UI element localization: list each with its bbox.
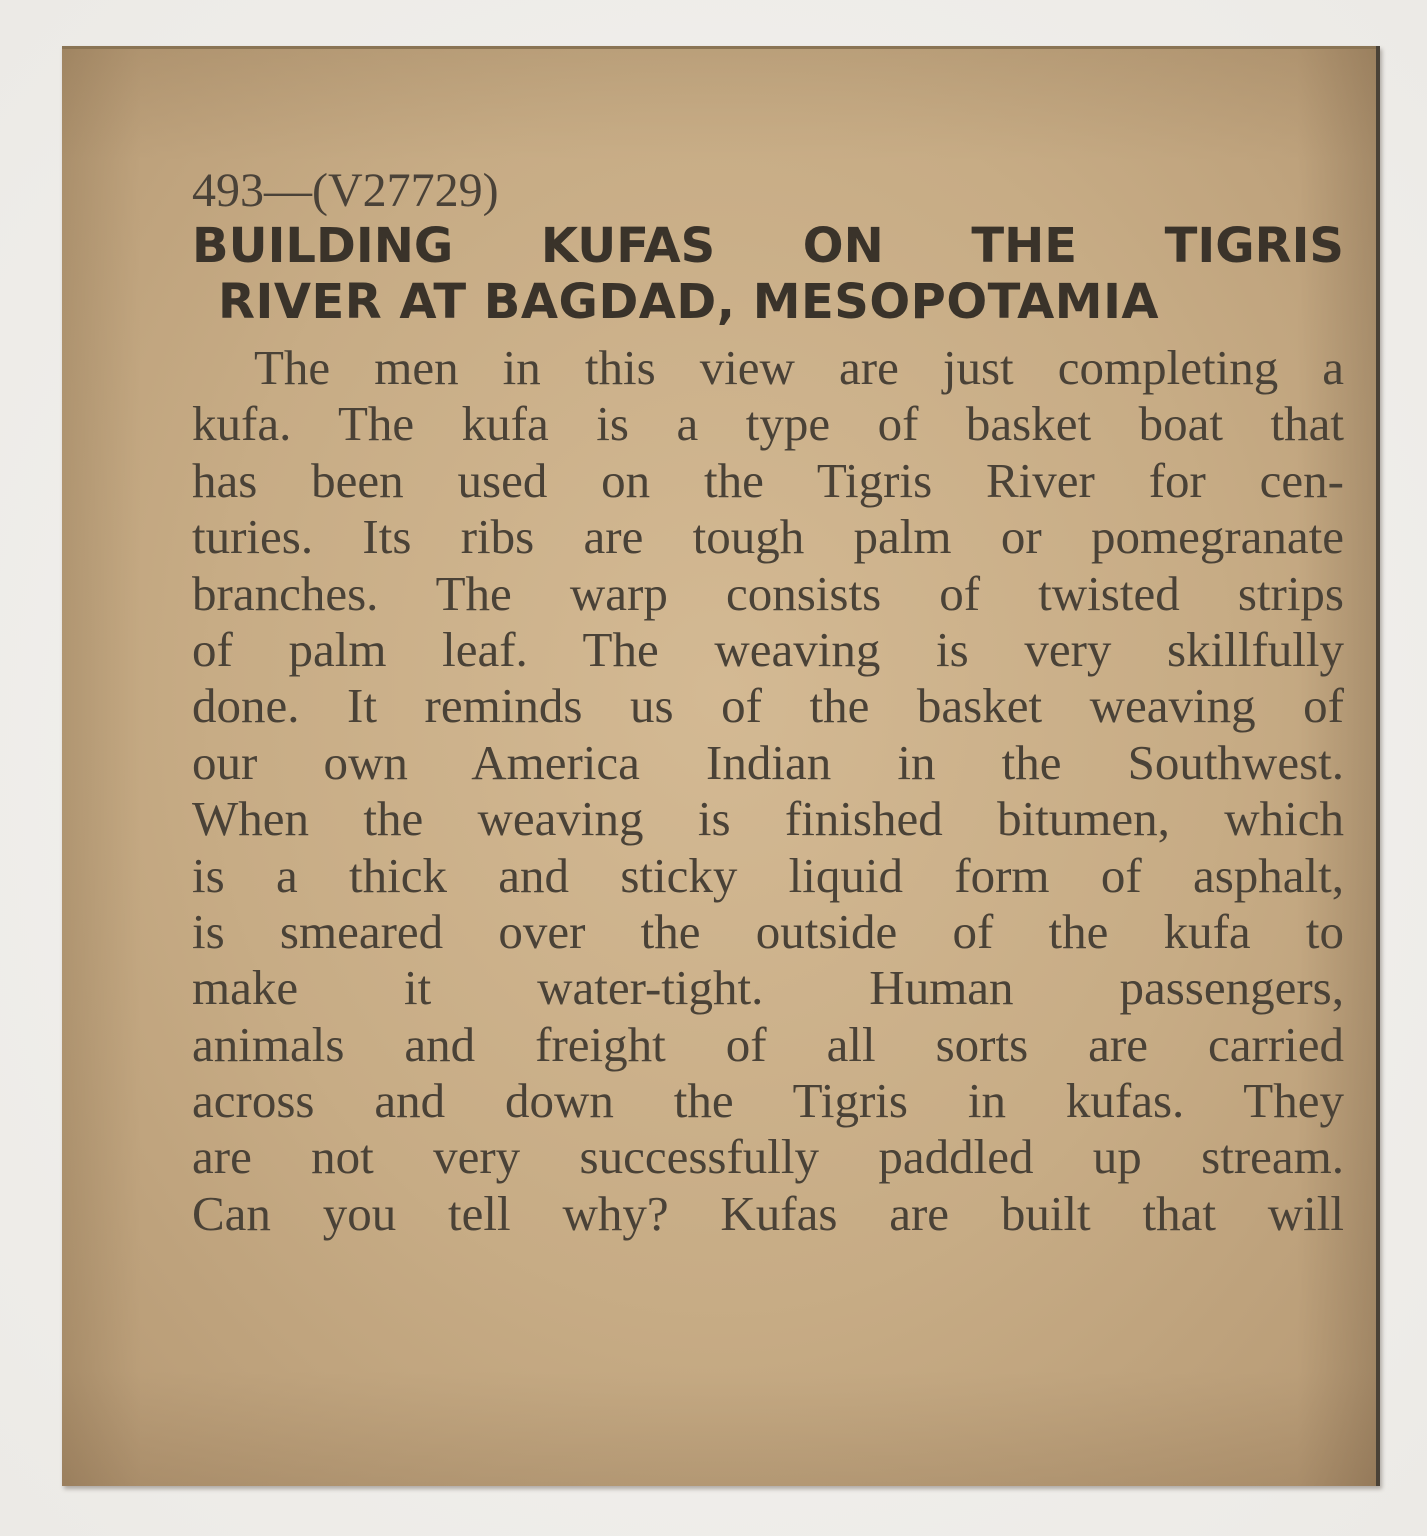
description-body — [192, 340, 1344, 1242]
body-line: are not very successfully paddled up stream. — [192, 1129, 1344, 1185]
body-line: our own America Indian in the Southwest. — [192, 734, 1344, 790]
body-line: of palm leaf. The weaving is very skillfully — [192, 621, 1344, 677]
body-line: kufa. The kufa is a type of basket boat that — [192, 396, 1344, 452]
card-text-block — [192, 164, 1344, 1242]
body-line: is smeared over the outside of the kufa to — [192, 903, 1344, 959]
body-line: done. It reminds us of the basket weaving of — [192, 678, 1344, 734]
body-line: animals and freight of all sorts are carried — [192, 1016, 1344, 1072]
title-line-1: BUILDING KUFAS ON THE TIGRIS — [192, 218, 1344, 274]
body-line: make it water-tight. Human passengers, — [192, 960, 1344, 1016]
body-line: When the weaving is finished bitumen, which — [192, 791, 1344, 847]
body-line: is a thick and sticky liquid form of asphalt, — [192, 847, 1344, 903]
title-line-2: RIVER AT BAGDAD, MESOPOTAMIA — [218, 274, 1160, 330]
body-line: across and down the Tigris in kufas. They — [192, 1073, 1344, 1129]
card-top-edge — [62, 46, 1376, 49]
body-line: Can you tell why? Kufas are built that will — [192, 1185, 1344, 1241]
catalog-number: 493—(V27729) — [192, 164, 499, 217]
body-line: has been used on the Tigris River for cen- — [192, 452, 1344, 508]
body-line: branches. The warp consists of twisted strips — [192, 565, 1344, 621]
stereoview-card-back — [62, 46, 1380, 1486]
body-line: The men in this view are just completing a — [254, 340, 1344, 395]
body-line: turies. Its ribs are tough palm or pomegranate — [192, 509, 1344, 565]
